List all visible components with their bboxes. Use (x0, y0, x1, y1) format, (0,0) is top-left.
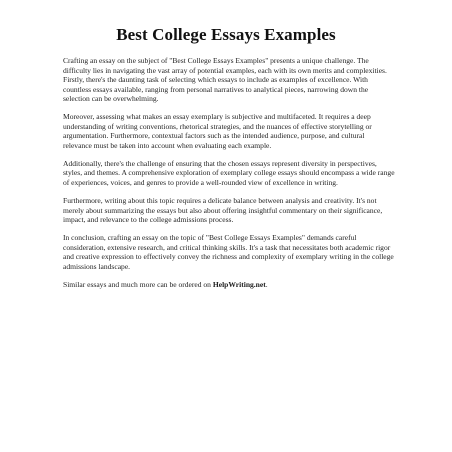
paragraph-conclusion: In conclusion, crafting an essay on the topic of "Best College Essays Examples" demands careful consideration, extensive research, and critical thinking skills. It's a task that necessitates both academic rigor and creative expression to effectively convey the richness and complexity of exemplary writing in the college admissions landscape. (63, 233, 394, 271)
closing-line (63, 280, 395, 290)
paragraph-assessment: Moreover, assessing what makes an essay exemplary is subjective and multifaceted. It requires a deep understanding of writing conventions, rhetorical strategies, and the nuances of effective storytelling or argumentation. Furthermore, contextual factors such as the intended audience, purpose, and cultural relevance must be taken into account when evaluating each example. (63, 112, 372, 150)
closing-period: . (265, 279, 268, 289)
document-title: Best College Essays Examples (116, 25, 336, 44)
paragraph-intro: Crafting an essay on the subject of "Best College Essays Examples" presents a unique challenge. The difficulty lies in navigating the vast array of potential examples, each with its own merits and complexities. Firstly, there's the daunting task of selecting which essays to include as examples of excellence. With countless essays available, ranging from personal narratives to analytical pieces, narrowing down the selection can be overwhelming. (63, 56, 387, 104)
paragraph-balance: Furthermore, writing about this topic requires a delicate balance between analysis and creativity. It's not merely about summarizing the essays but also about offering insightful commentary on their significance, impact, and relevance to the college admissions process. (63, 196, 383, 225)
paragraph-diversity: Additionally, there's the challenge of ensuring that the chosen essays represent diversity in perspectives, styles, and themes. A comprehensive exploration of exemplary college essays should encompass a wide range of experiences, voices, and genres to provide a well-rounded view of excellence in writing. (63, 158, 395, 188)
closing-text: Similar essays and much more can be ordered on (63, 279, 213, 289)
document-body (63, 56, 395, 289)
helpwriting-link[interactable]: HelpWriting.net (212, 279, 266, 289)
